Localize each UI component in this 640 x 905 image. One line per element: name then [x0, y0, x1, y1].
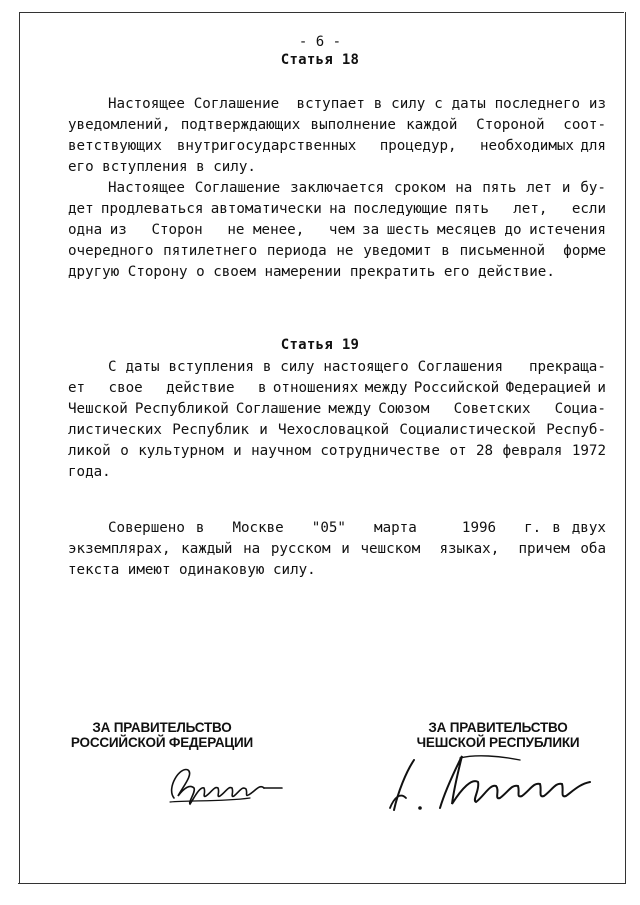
word: между: [364, 380, 408, 396]
word: очередного: [68, 243, 154, 259]
word: ет: [68, 380, 86, 396]
text-line: [108, 519, 606, 538]
word: из: [109, 222, 127, 238]
word: чешском: [360, 541, 421, 557]
word: ликой: [68, 443, 111, 459]
word: на: [329, 201, 347, 217]
word: последующие: [353, 201, 448, 217]
text-line: [68, 158, 606, 177]
word: из: [588, 96, 606, 112]
word: г.: [507, 520, 542, 536]
word: Социалистической: [399, 422, 536, 438]
word: до: [504, 222, 522, 238]
word: периода: [266, 243, 327, 259]
word: Москве: [215, 520, 284, 536]
word: одна: [68, 222, 103, 238]
word: истечения: [529, 222, 606, 238]
word: экземплярах,: [68, 541, 171, 557]
signatory-line: ЗА ПРАВИТЕЛЬСТВО: [92, 720, 232, 735]
word: в: [195, 520, 205, 536]
word: процедур,: [362, 138, 457, 154]
word: Чехословацкой: [278, 422, 390, 438]
word: продлеваться: [100, 201, 204, 217]
text-line: [68, 540, 606, 559]
word: отношениях: [272, 380, 359, 396]
word: автоматически: [210, 201, 322, 217]
word: Настоящее: [108, 180, 185, 196]
word: соот-: [554, 117, 606, 133]
czech-signature-image: [380, 748, 610, 818]
word: ветствующих: [68, 138, 162, 154]
word: Федерацией: [505, 380, 591, 396]
word: лет: [526, 180, 552, 196]
word: месяцев: [437, 222, 497, 238]
word: листических: [68, 422, 162, 438]
word: и: [233, 443, 242, 459]
word: чем: [311, 222, 355, 238]
word: подтверждающих: [180, 117, 301, 133]
article-19-heading: Статья 19: [280, 337, 360, 353]
word: оба: [580, 541, 606, 557]
word: Соглашение: [194, 180, 281, 196]
word: Республикой: [134, 401, 229, 417]
word: настоящего: [323, 359, 409, 375]
word: действие: [149, 380, 235, 396]
word: бу-: [580, 180, 606, 196]
word: шесть: [386, 222, 430, 238]
word: "05": [294, 520, 346, 536]
word: Стороной: [467, 117, 545, 133]
word: Респуб-: [546, 422, 606, 438]
word: не: [336, 243, 354, 259]
word: Чешской: [68, 401, 128, 417]
word: силу: [391, 96, 426, 112]
word: Совершено: [108, 520, 185, 536]
word: 1996: [427, 520, 497, 536]
word: и: [341, 541, 350, 557]
text-line: [108, 358, 606, 377]
text-line: [68, 137, 606, 156]
word: последнего: [494, 96, 581, 112]
word: 1972: [571, 443, 606, 459]
word: лет,: [496, 201, 548, 217]
word: каждый: [181, 541, 233, 557]
word: вступления: [168, 359, 254, 375]
word: марта: [356, 520, 417, 536]
page-border-bottom: [18, 883, 626, 884]
word: пятилетнего: [163, 243, 258, 259]
text-line: [68, 221, 606, 240]
word: от: [449, 443, 467, 459]
word: вступает: [288, 96, 365, 112]
word: Настоящее: [108, 96, 185, 112]
word: если: [554, 201, 606, 217]
word: с: [434, 96, 443, 112]
word: научном: [251, 443, 311, 459]
word: уведомлений,: [68, 117, 171, 133]
word: силу: [280, 359, 315, 375]
word: культурном: [138, 443, 224, 459]
word: другую Сторону о своем намерении прекратить его действие.: [68, 264, 555, 280]
word: двух: [571, 520, 606, 536]
word: не менее,: [210, 222, 305, 238]
word: пять: [482, 180, 517, 196]
word: текста имеют одинаковую силу.: [68, 562, 316, 578]
word: внутригосударственных: [168, 138, 357, 154]
word: и: [561, 180, 571, 196]
word: русском: [270, 541, 331, 557]
signatory-line: ЧЕШСКОЙ РЕСПУБЛИКИ: [416, 735, 580, 750]
text-line: [68, 463, 606, 482]
word: Республик: [172, 422, 250, 438]
russian-signatory-caption: [62, 720, 262, 750]
word: и: [597, 380, 606, 396]
word: даты: [451, 96, 486, 112]
word: и: [259, 422, 268, 438]
word: для: [580, 138, 606, 154]
word: причем: [509, 541, 570, 557]
word: в: [262, 359, 272, 375]
russian-signature-image: [160, 758, 290, 810]
word: на: [455, 180, 473, 196]
word: 28: [476, 443, 494, 459]
word: Сторон: [134, 222, 203, 238]
word: каждой: [406, 117, 458, 133]
text-line: [68, 242, 606, 261]
word: Российской: [413, 380, 500, 396]
word: Соглашение: [235, 401, 322, 417]
word: письменной: [459, 243, 545, 259]
word: форме: [554, 243, 606, 259]
page-border-right: [625, 12, 626, 884]
word: свое: [91, 380, 143, 396]
text-line: [68, 379, 606, 398]
word: дет: [68, 201, 94, 217]
word: С: [108, 359, 117, 375]
text-line: [68, 442, 606, 461]
word: Соглашение: [193, 96, 280, 112]
word: в: [552, 520, 561, 536]
word: о: [120, 443, 129, 459]
text-line: [108, 95, 606, 114]
word: языках,: [430, 541, 500, 557]
word: прекраща-: [511, 359, 606, 375]
word: необходимых: [462, 138, 574, 154]
text-line: [68, 400, 606, 419]
word: Советских: [436, 401, 531, 417]
page-border-top: [20, 12, 624, 13]
word: даты: [125, 359, 160, 375]
czech-signatory-caption: [398, 720, 598, 750]
word: Социа-: [537, 401, 606, 417]
word: года.: [68, 464, 111, 480]
word: февраля: [502, 443, 563, 459]
text-line: [68, 116, 606, 135]
word: сроком: [394, 180, 446, 196]
word: за: [362, 222, 380, 238]
word: в: [373, 96, 383, 112]
word: заключается: [290, 180, 385, 196]
page-border-left: [19, 12, 20, 884]
word: в: [441, 243, 450, 259]
signatory-line: РОССИЙСКОЙ ФЕДЕРАЦИИ: [70, 735, 254, 750]
word: его вступления в силу.: [68, 159, 256, 175]
word: сотрудничестве: [320, 443, 440, 459]
word: между: [328, 401, 372, 417]
word: уведомит: [363, 243, 432, 259]
text-line: [68, 200, 606, 219]
signatory-line: ЗА ПРАВИТЕЛЬСТВО: [428, 720, 568, 735]
word: в: [240, 380, 267, 396]
text-line: [108, 179, 606, 198]
word: пять: [454, 201, 489, 217]
word: Соглашения: [417, 359, 504, 375]
text-line: [68, 561, 606, 580]
article-18-heading: Статья 18: [280, 52, 360, 68]
text-line: [68, 263, 606, 282]
word: Союзом: [378, 401, 430, 417]
word: выполнение: [310, 117, 396, 133]
word: на: [243, 541, 261, 557]
text-line: [68, 421, 606, 440]
page-number: - 6 -: [298, 34, 342, 50]
